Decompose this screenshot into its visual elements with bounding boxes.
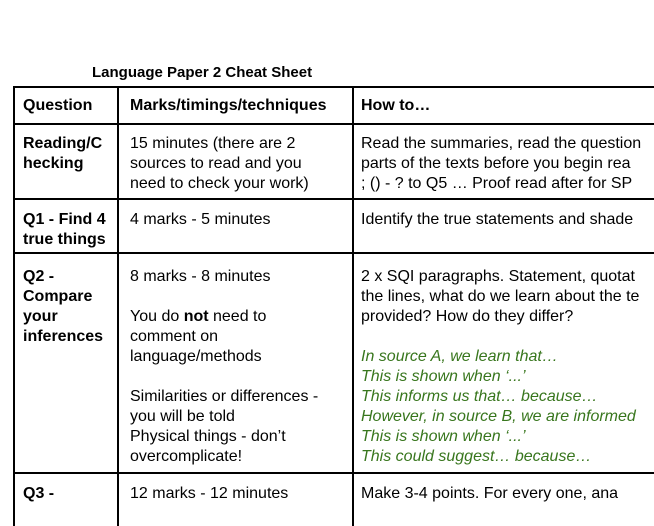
page-title: Language Paper 2 Cheat Sheet bbox=[92, 64, 313, 81]
cheat-sheet-table bbox=[13, 86, 654, 526]
row-reading-question: Reading/C hecking bbox=[23, 135, 103, 172]
row-divider bbox=[13, 472, 654, 474]
row-divider bbox=[13, 252, 654, 254]
column-divider bbox=[352, 86, 354, 526]
row-reading-howto: Read the summaries, read the question parts of the texts before you begin rea ; () - ? to Q5 … Proof read after for SP bbox=[361, 135, 642, 192]
row-q1-marks: 4 marks - 5 minutes bbox=[130, 211, 271, 228]
row-divider bbox=[13, 198, 654, 200]
row-reading-marks: 15 minutes (there are 2 sources to read and you need to check your work) bbox=[130, 135, 309, 192]
header-marks: Marks/timings/techniques bbox=[130, 97, 327, 114]
column-divider bbox=[117, 86, 119, 526]
row-q1-howto: Identify the true statements and shade bbox=[361, 211, 634, 228]
row-divider bbox=[13, 123, 654, 125]
header-howto: How to… bbox=[361, 97, 431, 114]
row-q3-howto: Make 3-4 points. For every one, ana bbox=[361, 485, 619, 502]
row-q3-marks: 12 marks - 12 minutes bbox=[130, 485, 289, 502]
table-border-top bbox=[13, 86, 654, 88]
row-q2-question: Q2 - Compare your inferences bbox=[23, 268, 104, 345]
header-question: Question bbox=[23, 97, 93, 114]
row-q2-howto: 2 x SQI paragraphs. Statement, quotat the lines, what do we learn about the te provided? How do they differ? In source A, we learn that… This is shown when ‘...’ This informs us that… because… However, in source B, we are informed This is shown when ‘...’ This could suggest… because… bbox=[361, 268, 640, 465]
row-q2-marks: 8 marks - 8 minutes You do not need to comment on language/methods Similarities or differences - you will be told Physical things - don’t overcomplicate! bbox=[130, 268, 319, 465]
row-q1-question: Q1 - Find 4 true things bbox=[23, 211, 106, 248]
table-border-left bbox=[13, 86, 15, 526]
row-q3-question: Q3 - bbox=[23, 485, 55, 502]
